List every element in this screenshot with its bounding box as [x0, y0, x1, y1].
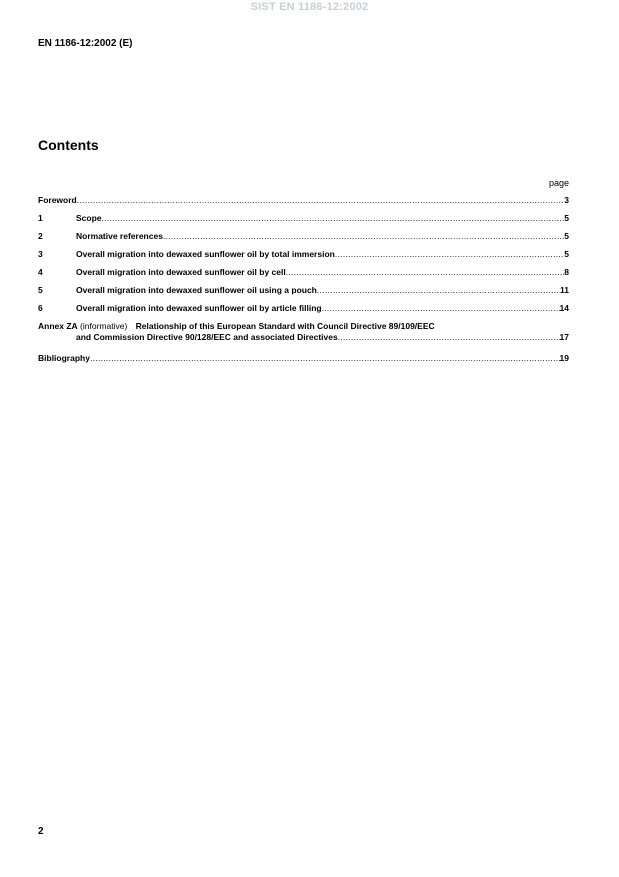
page-column-label: page [548, 178, 569, 188]
toc-entry-number: 2 [38, 231, 43, 241]
page-number: 2 [38, 826, 44, 837]
toc-entry-number: 1 [38, 213, 43, 223]
toc-entry-label: Normative references [76, 231, 163, 241]
toc-entry-label: Overall migration into dewaxed sunflower oil by cell [76, 267, 286, 277]
toc-leader-dots [286, 267, 565, 277]
toc-entry-cell[interactable] [38, 267, 569, 279]
toc-entry-pouch[interactable] [38, 285, 569, 297]
toc-entry-label: Overall migration into dewaxed sunflower oil using a pouch [76, 285, 317, 295]
toc-entry-foreword[interactable] [38, 195, 569, 207]
toc-entry-label: Foreword [38, 195, 77, 205]
toc-entry-label: Overall migration into dewaxed sunflower oil by article filling [76, 303, 322, 313]
toc-leader-dots [338, 332, 560, 342]
toc-entry-page: 17 [559, 332, 569, 342]
toc-leader-dots [163, 231, 564, 241]
toc-entry-normative-references[interactable] [38, 231, 569, 243]
toc-entry-label: Bibliography [38, 353, 90, 363]
toc-entry-page: 5 [564, 249, 569, 259]
toc-leader-dots [77, 195, 565, 205]
annex-title-line2: and Commission Directive 90/128/EEC and associated Directives [76, 332, 338, 342]
toc-entry-scope[interactable] [38, 213, 569, 225]
toc-entry-page: 11 [560, 285, 569, 295]
standard-header: EN 1186-12:2002 (E) [38, 38, 133, 49]
toc-entry-page: 14 [559, 303, 569, 313]
toc-leader-dots [90, 353, 560, 363]
watermark: SIST EN 1186-12:2002 [250, 1, 369, 13]
toc-leader-dots [317, 285, 560, 295]
toc-entry-article-filling[interactable] [38, 303, 569, 315]
toc-entry-annex-za-continuation[interactable] [38, 332, 569, 344]
toc-entry-page: 8 [564, 267, 569, 277]
toc-leader-dots [102, 213, 565, 223]
toc-entry-page: 19 [559, 353, 569, 363]
toc-entry-total-immersion[interactable] [38, 249, 569, 261]
toc-entry-number: 4 [38, 267, 43, 277]
contents-heading: Contents [38, 137, 99, 153]
toc-leader-dots [335, 249, 564, 259]
toc-entry-number: 5 [38, 285, 43, 295]
toc-entry-label: Overall migration into dewaxed sunflower oil by total immersion [76, 249, 335, 259]
toc-entry-number: 3 [38, 249, 43, 259]
toc-entry-bibliography[interactable] [38, 353, 569, 365]
toc-entry-page: 3 [564, 195, 569, 205]
toc-entry-label: Scope [76, 213, 102, 223]
annex-title-line1: Relationship of this European Standard with Council Directive 89/109/EEC [135, 321, 435, 331]
annex-qualifier: (informative) [80, 321, 128, 331]
toc-entry-number: 6 [38, 303, 43, 313]
toc-entry-page: 5 [564, 231, 569, 241]
annex-label: Annex ZA [38, 321, 78, 331]
toc-entry-page: 5 [564, 213, 569, 223]
toc-leader-dots [322, 303, 560, 313]
